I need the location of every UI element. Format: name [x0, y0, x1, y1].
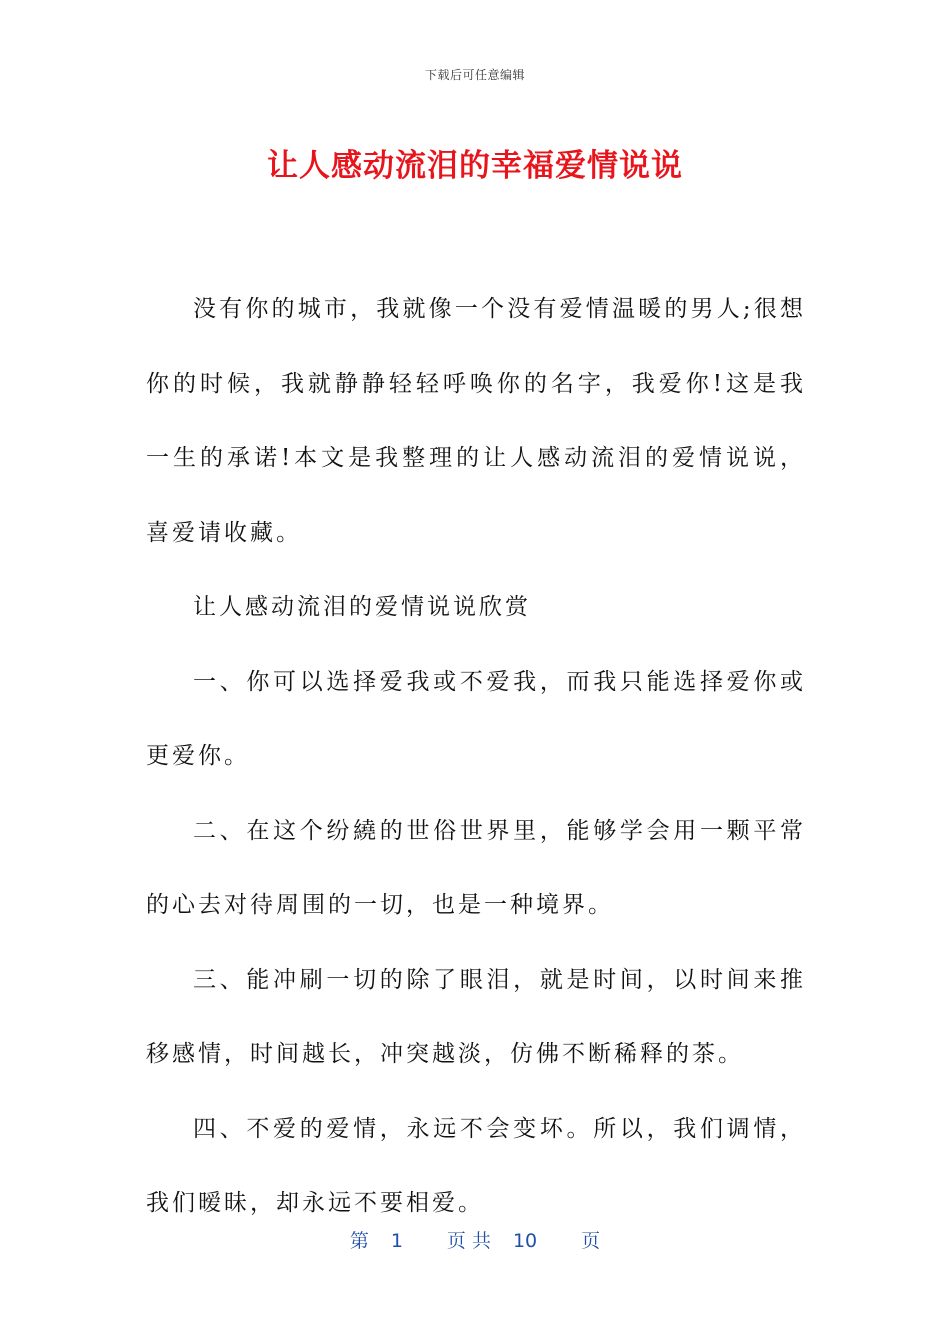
- paragraph-item-1: 一、你可以选择爱我或不爱我，而我只能选择爱你或更爱你。: [146, 668, 806, 769]
- header-note: 下载后可任意编辑: [424, 68, 525, 82]
- footer-total-pages: 10: [512, 1230, 538, 1252]
- footer-middle: 页 共: [446, 1230, 491, 1252]
- page-footer: [0, 1226, 950, 1253]
- paragraph-subheading: 让人感动流泪的爱情说说欣赏: [193, 594, 531, 620]
- paragraph-item-2: 二、在这个纷繞的世俗世界里，能够学会用一颗平常的心去对待周围的一切，也是一种境界。: [146, 817, 806, 918]
- footer-prefix: 第: [349, 1230, 369, 1252]
- document-body: [146, 272, 806, 1241]
- paragraph-item-3: 三、能冲刷一切的除了眼泪，就是时间，以时间来推移感情，时间越长，冲突越淡，仿佛不断稀释的茶。: [146, 966, 806, 1067]
- footer-suffix: 页: [581, 1230, 601, 1252]
- paragraph-intro: 没有你的城市，我就像一个没有爱情温暖的男人;很想你的时候，我就静静轻轻呼唤你的名字，我爱你!这是我一生的承诺!本文是我整理的让人感动流泪的爱情说说，喜爱请收藏。: [146, 296, 806, 546]
- paragraph-item-4: 四、不爱的爱情，永远不会变坏。所以，我们调情，我们暧昧，却永远不要相爱。: [146, 1115, 806, 1216]
- footer-page-number: 1: [390, 1230, 403, 1252]
- page-title: 让人感动流泪的幸福爱情说说: [267, 148, 683, 184]
